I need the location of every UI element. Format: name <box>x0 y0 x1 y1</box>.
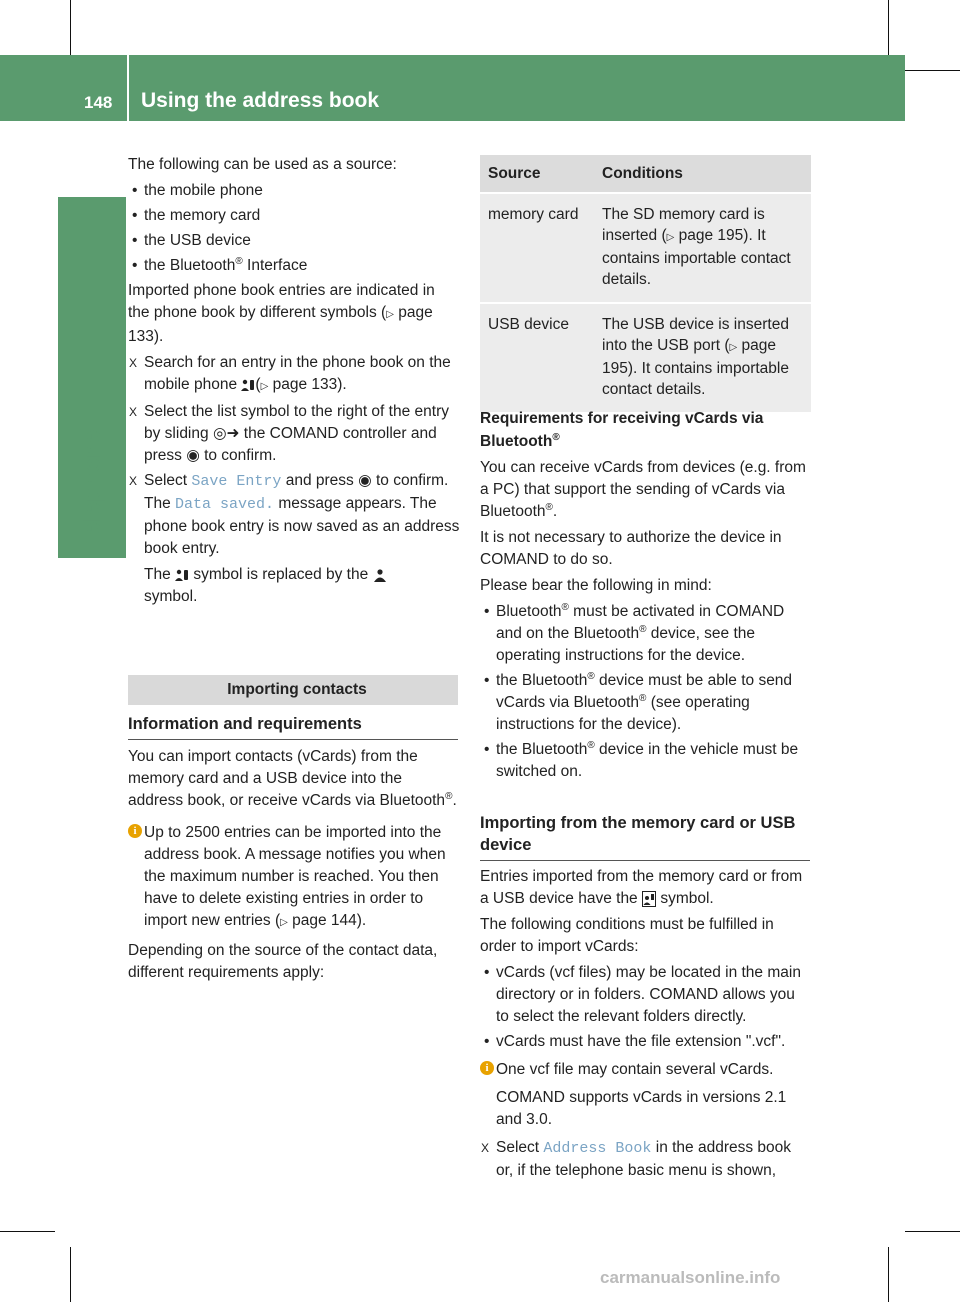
crop-mark <box>70 1247 71 1302</box>
section-heading-importing <box>128 675 458 705</box>
right-column-lower <box>480 866 812 1185</box>
step-search: X Search for an entry in the phone book on the mobile phone (▷ page 133). <box>129 354 451 393</box>
controller-press-icon: ◉ <box>358 472 372 489</box>
table-row: memory card The SD memory card is inserted (▷ page 195). It contains importable contact details. <box>480 194 811 302</box>
list-item: • the Bluetooth® Interface <box>132 255 308 274</box>
side-tab-label: Telephone <box>79 429 106 548</box>
list-item: • the Bluetooth® device must be able to send vCards via Bluetooth® (see operating instructions for the device). <box>484 670 793 733</box>
import-paragraph-1: Entries imported from the memory card or from a USB device have the symbol. <box>480 868 803 907</box>
info-icon: i <box>128 824 142 838</box>
list-item: • the mobile phone <box>132 182 263 199</box>
intro-text: The following can be used as a source: <box>128 156 397 173</box>
list-item: • vCards (vcf files) may be located in the main directory or in folders. COMAND allows you to select the relevant folders directly. <box>484 964 801 1025</box>
controller-slide-icon: ◎➜ <box>212 425 240 442</box>
crop-mark <box>888 0 889 55</box>
phone-contact-icon <box>241 377 255 393</box>
step-select-symbol: X Select the list symbol to the right of the entry by sliding ◎➜ the COMAND controller and press ◉ to confirm. <box>129 403 449 464</box>
source-table <box>480 155 811 412</box>
crop-mark <box>888 1247 889 1302</box>
header-separator <box>127 55 129 121</box>
subsection-title: Information and requirements <box>128 713 458 740</box>
requirements-heading: Requirements for receiving vCards via Bluetooth® <box>480 410 764 450</box>
table-header-source: Source <box>480 155 594 192</box>
step-save-entry: X Select Save Entry and press ◉ to confirm. The Data saved. message appears. The phone book entry is now saved as an address book entry. The symbol is replaced by the symbol. <box>129 472 460 605</box>
list-item: • the Bluetooth® device in the vehicle must be switched on. <box>484 739 799 780</box>
address-book-contact-icon <box>373 567 387 583</box>
imported-contact-icon <box>642 891 656 907</box>
list-item: • Bluetooth® must be activated in COMAND and on the Bluetooth® device, see the operating instructions for the device. <box>484 601 785 664</box>
info-note: i Up to 2500 entries can be imported into the address book. A message notifies you when the maximum number is reached. You then have to delete existing entries in order to import new entries (▷ page 144). <box>128 822 460 934</box>
crop-mark <box>905 70 960 71</box>
req-paragraph-1: You can receive vCards from devices (e.g. from a PC) that support the sending of vCards via Bluetooth®. <box>480 459 806 520</box>
step-address-book: X Select Address Book in the address book or, if the telephone basic menu is shown, <box>481 1139 792 1179</box>
import-paragraph-2: The following conditions must be fulfilled in order to import vCards: <box>480 916 774 955</box>
import-heading: Importing from the memory card or USB device <box>480 812 810 861</box>
list-item: • the memory card <box>132 207 261 224</box>
info-note: i One vcf file may contain several vCards. COMAND supports vCards in versions 2.1 and 3.0. <box>480 1059 812 1131</box>
imported-text: Imported phone book entries are indicated in the phone book by different symbols (▷ page 133). <box>128 282 435 345</box>
phone-contact-icon <box>175 567 189 583</box>
section-title: Importing contacts <box>128 675 458 705</box>
crop-mark <box>905 1231 960 1232</box>
crop-mark <box>70 0 71 55</box>
controller-press-icon: ◉ <box>186 447 200 464</box>
right-column <box>480 407 812 786</box>
table-row: USB device The USB device is inserted into the USB port (▷ page 195). It contains importable contact details. <box>480 304 811 412</box>
left-column-lower <box>128 746 460 988</box>
header-bar <box>0 55 905 121</box>
info-paragraph: You can import contacts (vCards) from the memory card and a USB device into the address book, or receive vCards via Bluetooth®. <box>128 748 457 809</box>
info-icon: i <box>480 1061 494 1075</box>
crop-mark <box>0 1231 55 1232</box>
req-paragraph-3: Please bear the following in mind: <box>480 577 712 594</box>
list-item: • vCards must have the file extension ".vcf". <box>484 1033 786 1050</box>
page-number: 148 <box>84 93 113 112</box>
req-paragraph-2: It is not necessary to authorize the device in COMAND to do so. <box>480 529 782 568</box>
table-header-conditions: Conditions <box>594 155 811 192</box>
depending-paragraph: Depending on the source of the contact data, different requirements apply: <box>128 942 438 981</box>
page-title: Using the address book <box>141 89 380 112</box>
left-column <box>128 154 460 611</box>
list-item: • the USB device <box>132 232 251 249</box>
watermark: carmanualsonline.info <box>600 1268 781 1287</box>
